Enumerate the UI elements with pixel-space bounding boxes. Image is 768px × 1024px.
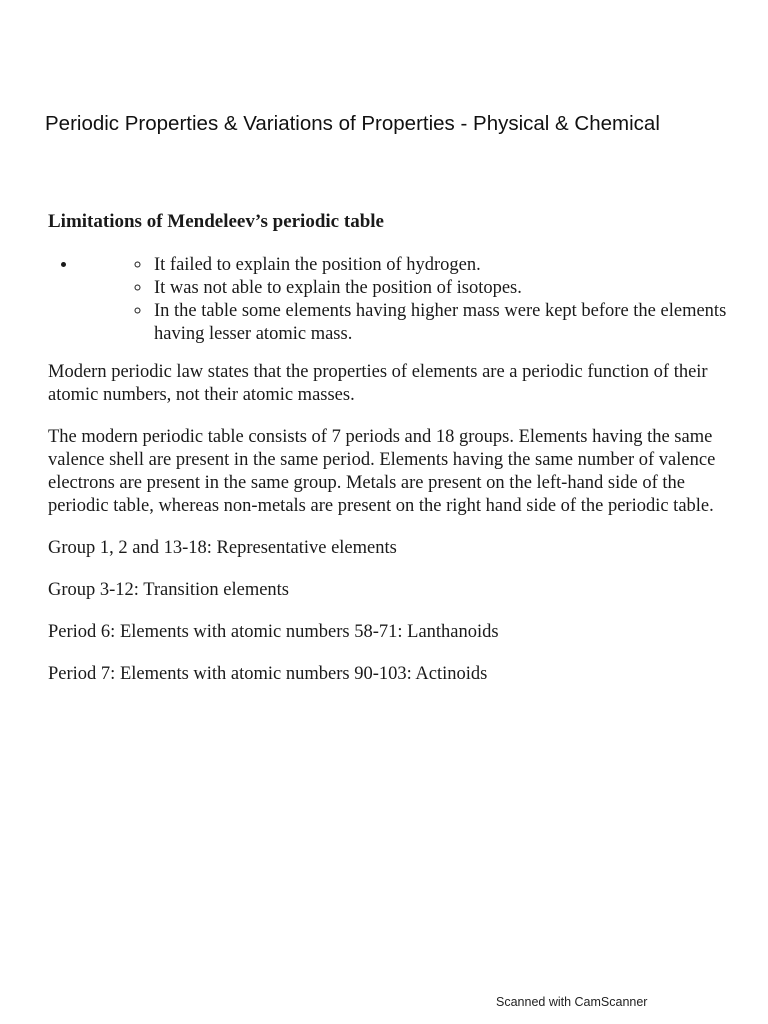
line-representative-elements: Group 1, 2 and 13-18: Representative elements (48, 538, 397, 558)
paragraph-modern-periodic-table: The modern periodic table consists of 7 periods and 18 groups. Elements having the same valence shell are present in the same period. Elements having the same number of valence electrons are present in the same group. Metals are present on the left-hand side of the periodic table, whereas non-metals are present on the right hand side of the periodic table. (48, 427, 716, 516)
paragraph-modern-periodic-law: Modern periodic law states that the properties of elements are a periodic function of their atomic numbers, not their atomic masses. (48, 362, 708, 405)
section-heading: Limitations of Mendeleev’s periodic table (48, 211, 384, 232)
limitations-outer-list (48, 254, 738, 346)
line-transition-elements: Group 3-12: Transition elements (48, 580, 290, 600)
page-title: Periodic Properties & Variations of Properties - Physical & Chemical (45, 112, 660, 135)
line-actinoids: Period 7: Elements with atomic numbers 90-103: Actinoids (48, 664, 488, 684)
limitation-item-isotopes: ◦ It was not able to explain the position of isotopes. (152, 277, 738, 300)
limitation-item-atomic-mass: ◦ In the table some elements having higher mass were kept before the elements having lesser atomic mass. (152, 300, 738, 346)
scanner-watermark: Scanned with CamScanner (496, 995, 648, 1009)
line-lanthanoids: Period 6: Elements with atomic numbers 58-71: Lanthanoids (48, 622, 499, 642)
document-body (48, 208, 738, 686)
outer-list-item (78, 254, 738, 346)
limitations-list (78, 254, 738, 346)
limitation-item-hydrogen: ◦ • It failed to explain the position of hydrogen. (152, 254, 738, 277)
